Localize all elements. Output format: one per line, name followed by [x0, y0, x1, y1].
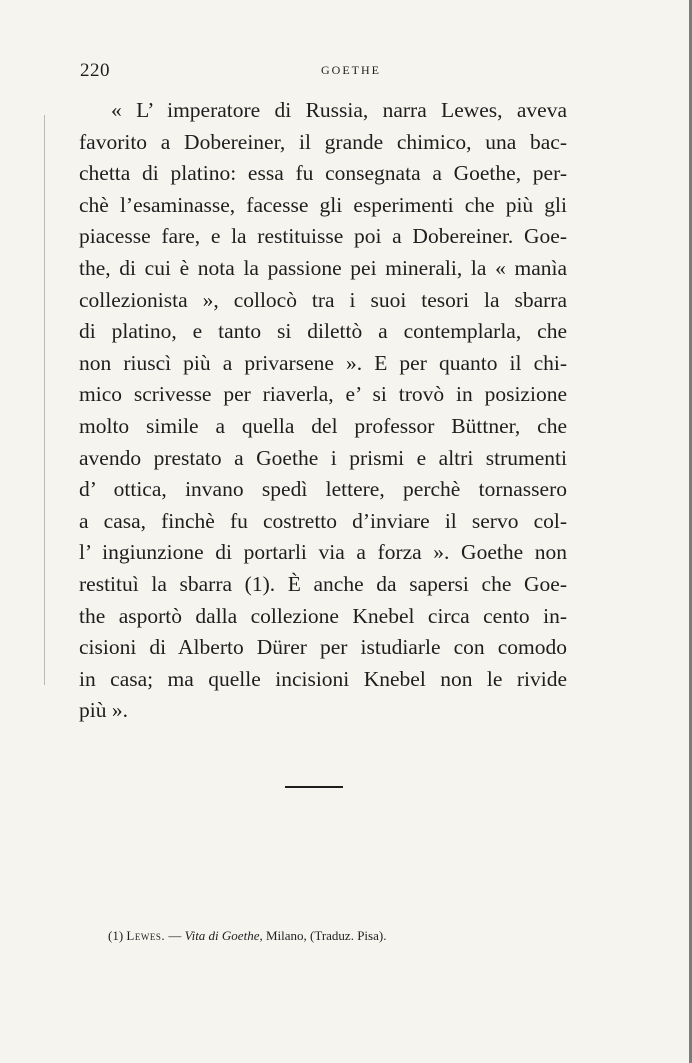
- text-line: chè l’esaminasse, facesse gli esperimenti che più gli: [79, 192, 567, 217]
- page-number: 220: [80, 60, 110, 81]
- text-line: the, di cui è nota la passione pei minerali, la « manìa: [79, 255, 567, 280]
- text-line: mico scrivesse per riaverla, e’ si trovò in posizione: [79, 382, 567, 407]
- footnote-rest: Milano, (Traduz. Pisa).: [265, 928, 387, 943]
- footnote-author: Lewes.: [126, 928, 166, 943]
- text-line: piacesse fare, e la restituisse poi a Dobereiner. Goe-: [79, 224, 567, 249]
- text-line: in casa; ma quelle incisioni Knebel non le rivide: [79, 666, 567, 691]
- text-line: collezionista », collocò tra i suoi tesori la sbarra: [79, 287, 567, 312]
- footnote-marker: (1): [108, 928, 124, 943]
- footnote-dash: —: [168, 928, 182, 943]
- running-title: GOETHE: [321, 63, 381, 77]
- body-text: [79, 95, 567, 727]
- text-line: a casa, finchè fu costretto d’inviare il servo col-: [79, 508, 567, 533]
- text-line: avendo prestato a Goethe i prismi e altri strumenti: [79, 445, 567, 470]
- text-line: chetta di platino: essa fu consegnata a Goethe, per-: [79, 161, 567, 186]
- text-line: cisioni di Alberto Dürer per istudiarle con comodo: [79, 635, 567, 660]
- footnote: [108, 928, 386, 944]
- text-line: non riuscì più a privarsene ». E per quanto il chi-: [79, 350, 567, 375]
- text-line: « L’ imperatore di Russia, narra Lewes, aveva: [111, 98, 567, 122]
- section-rule: [285, 786, 343, 788]
- text-line: the asportò dalla collezione Knebel circa cento in-: [79, 603, 567, 628]
- margin-mark: [44, 115, 45, 685]
- footnote-work: Vita di Goethe,: [184, 928, 263, 943]
- text-line: l’ ingiunzione di portarli via a forza ». Goethe non: [79, 540, 567, 565]
- text-line: restituì la sbarra (1). È anche da sapersi che Goe-: [79, 571, 567, 596]
- text-line: di platino, e tanto si dilettò a contemplarla, che: [79, 319, 567, 344]
- text-line: favorito a Dobereiner, il grande chimico, una bac-: [79, 129, 567, 154]
- text-line: d’ ottica, invano spedì lettere, perchè tornassero: [79, 477, 567, 502]
- text-line: più ».: [79, 698, 128, 723]
- text-line: molto simile a quella del professor Büttner, che: [79, 413, 567, 438]
